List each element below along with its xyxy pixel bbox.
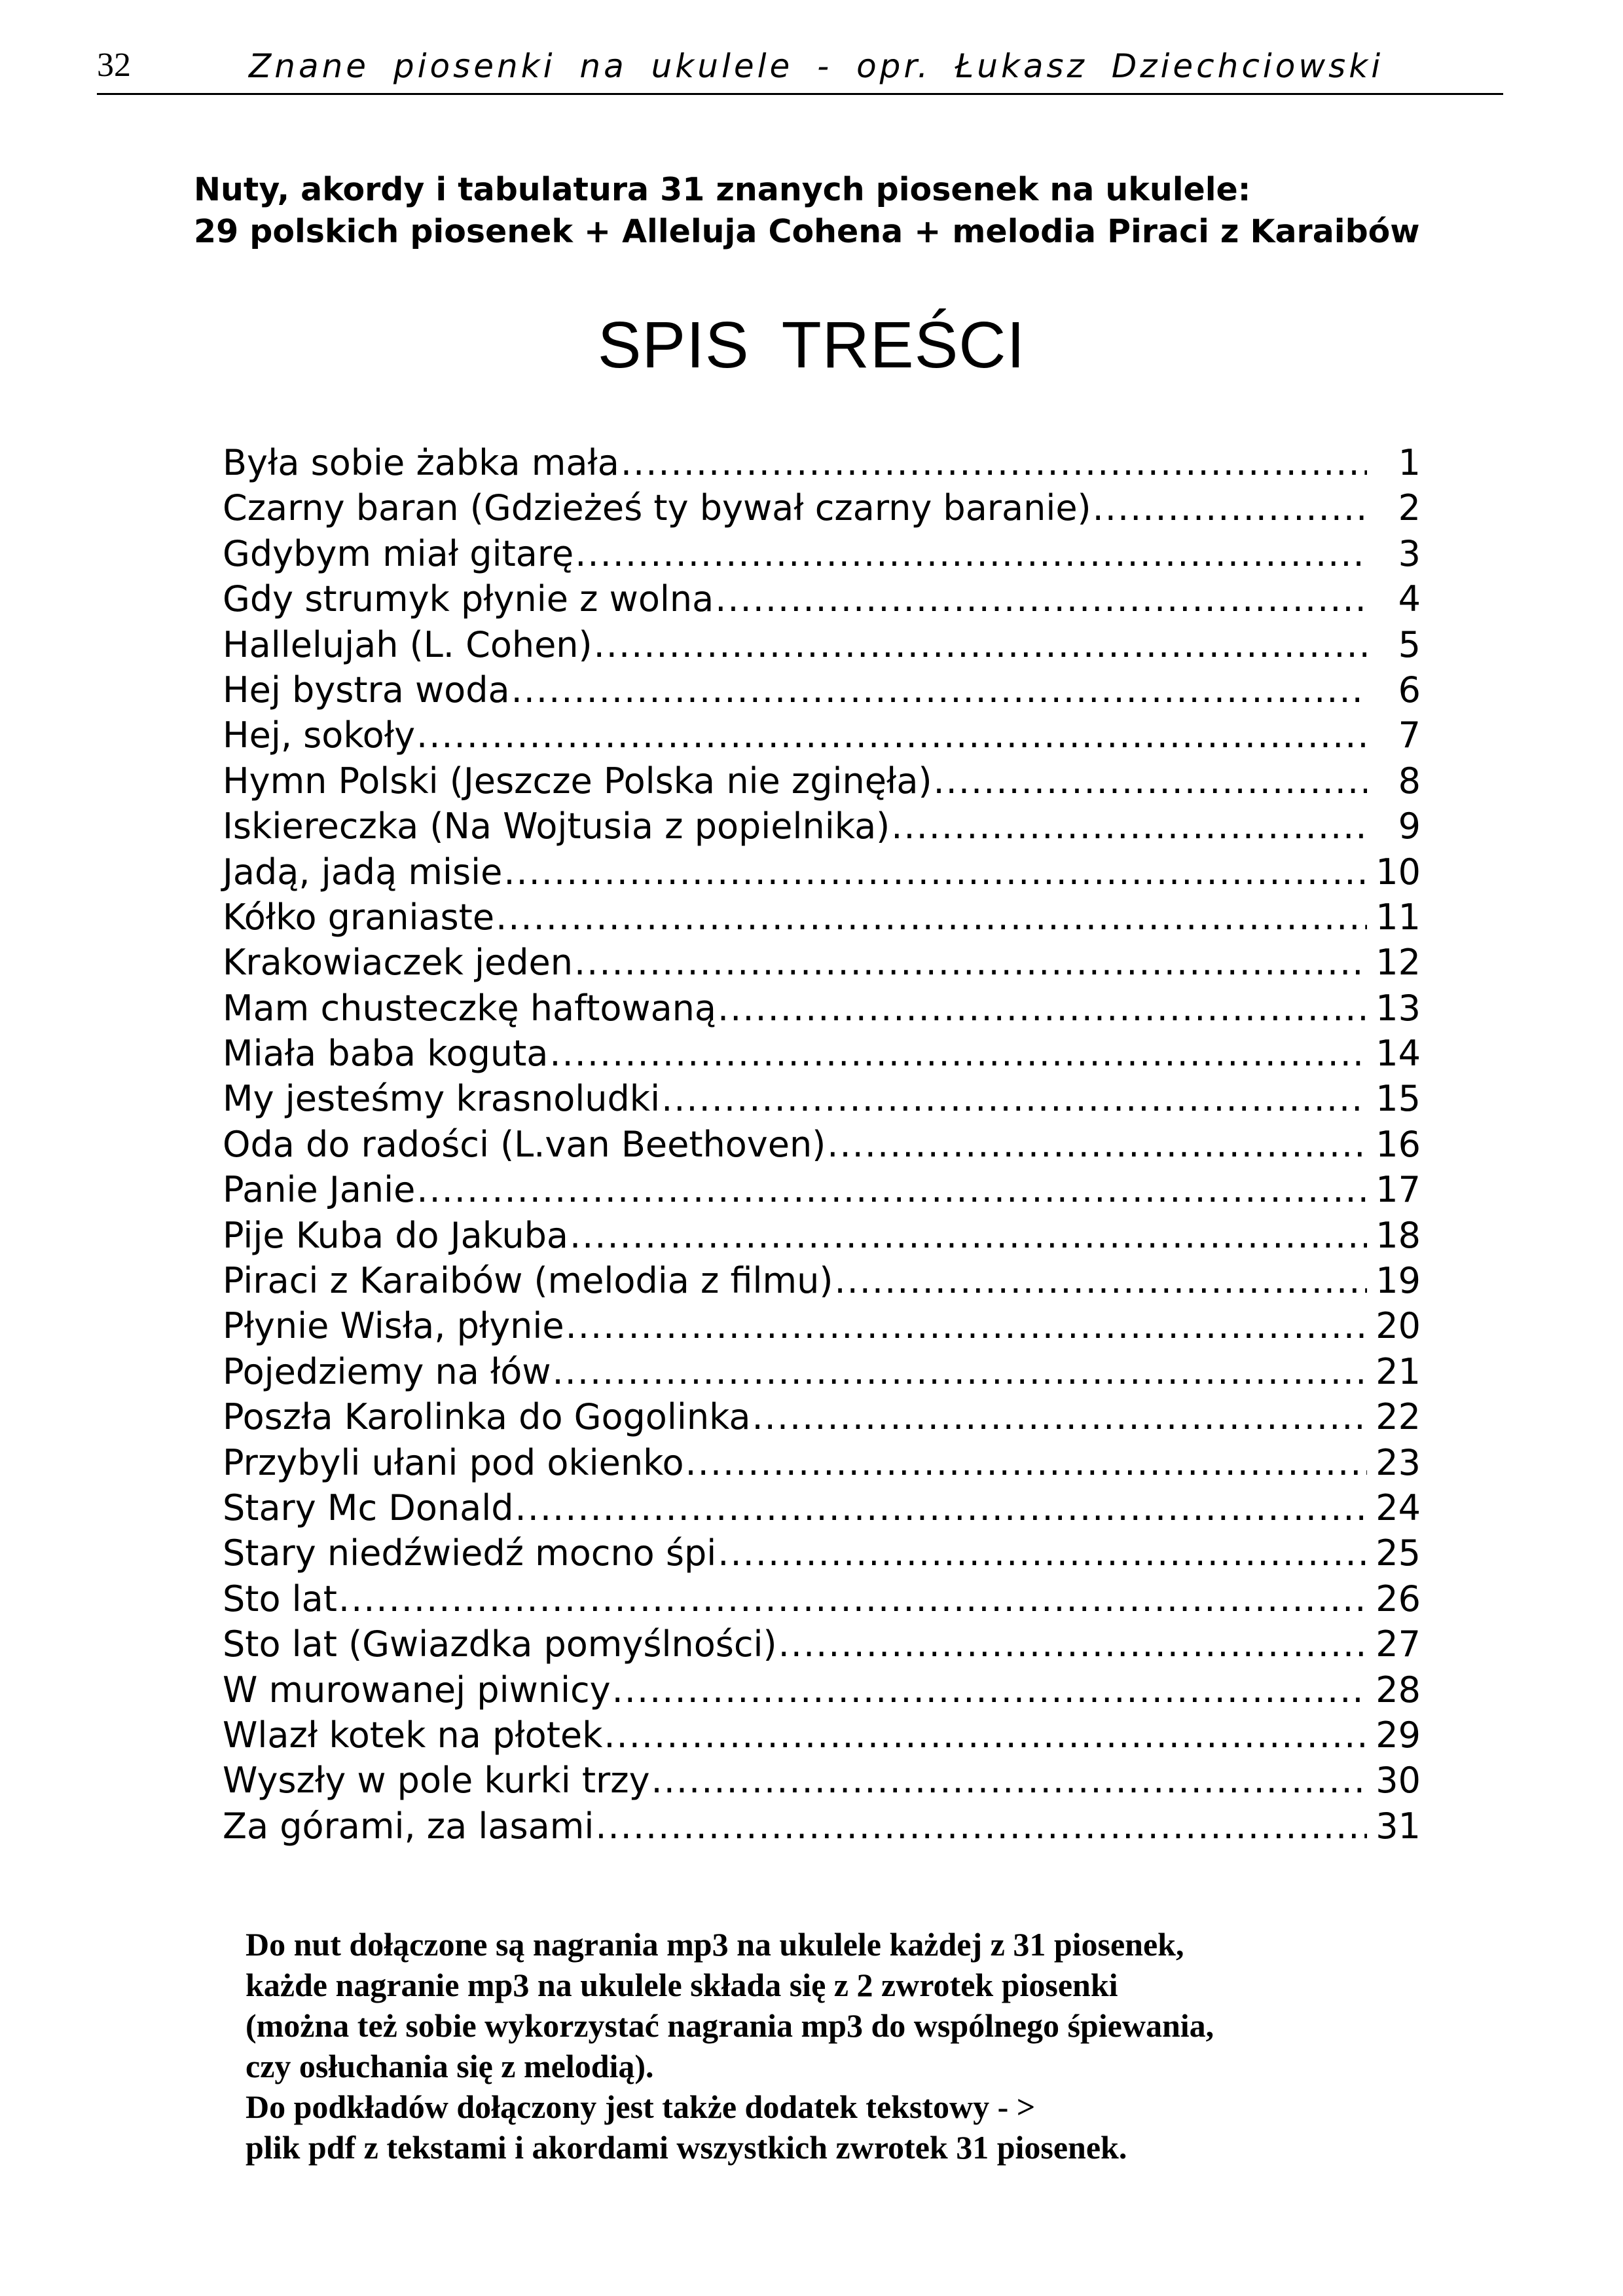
toc-entry-page: 3 <box>1398 532 1421 574</box>
toc-entry <box>223 713 1421 758</box>
toc-entry <box>223 531 1421 576</box>
intro-line: 29 polskich piosenek + Alleluja Cohena + melodia Piraci z Karaibów <box>194 213 1420 250</box>
toc-entry-title: Stary niedźwiedź mocno śpi <box>223 1532 717 1574</box>
toc-dot-leader <box>595 1804 1367 1849</box>
toc-entry <box>223 849 1421 895</box>
toc-dot-leader <box>661 1076 1367 1121</box>
toc-entry-title: Hymn Polski (Jeszcze Polska nie zginęła) <box>223 760 932 802</box>
running-title: Znane piosenki na ukulele - opr. Łukasz Dziechciowski <box>249 47 1384 85</box>
toc-entry-title: Krakowiaczek jeden <box>223 942 573 984</box>
toc-title: SPIS TREŚCI <box>597 308 1026 382</box>
note-line: czy osłuchania się z melodią). <box>246 2048 654 2084</box>
toc-entry-page: 8 <box>1398 760 1421 802</box>
note-line: Do podkładów dołączony jest także dodatek tekstowy - > <box>246 2088 1036 2125</box>
toc-entry <box>223 1258 1421 1303</box>
note-line: (można też sobie wykorzystać nagrania mp3 do wspólnego śpiewania, <box>246 2007 1214 2044</box>
toc-entry-title: Jadą, jadą misie <box>223 851 503 893</box>
toc-dot-leader <box>1093 485 1367 530</box>
toc-entry-page: 2 <box>1398 487 1421 529</box>
toc-entry-title: Płynie Wisła, płynie <box>223 1305 564 1347</box>
toc-entry-page: 18 <box>1376 1214 1421 1256</box>
intro-heading <box>194 169 1420 253</box>
toc-entry <box>223 804 1421 849</box>
toc-entry-title: Panie Janie <box>223 1169 416 1211</box>
toc-dot-leader <box>570 1213 1367 1258</box>
toc-entry <box>223 986 1421 1031</box>
toc-dot-leader <box>511 667 1367 713</box>
toc-dot-leader <box>651 1758 1367 1803</box>
toc-entry <box>223 1076 1421 1121</box>
toc-entry-page: 21 <box>1376 1350 1421 1392</box>
toc-entry-page: 10 <box>1376 851 1421 893</box>
toc-entry-page: 25 <box>1376 1532 1421 1574</box>
toc-entry <box>223 667 1421 713</box>
note-line: Do nut dołączone są nagrania mp3 na ukulele każdej z 31 piosenek, <box>246 1926 1184 1963</box>
toc-dot-leader <box>718 986 1367 1031</box>
toc-dot-leader <box>752 1394 1368 1439</box>
toc-entry-page: 16 <box>1376 1123 1421 1165</box>
toc-entry-title: Pojedziemy na łów <box>223 1350 551 1392</box>
toc-entry-title: Hallelujah (L. Cohen) <box>223 623 593 665</box>
toc-entry-title: Stary Mc Donald <box>223 1487 514 1528</box>
toc-dot-leader <box>718 1530 1367 1576</box>
toc-entry-title: Gdybym miał gitarę <box>223 532 574 574</box>
toc-entry-page: 27 <box>1376 1623 1421 1665</box>
toc-entry-title: Wyszły w pole kurki trzy <box>223 1760 650 1802</box>
toc-entry <box>223 1213 1421 1258</box>
toc-entry <box>223 622 1421 667</box>
toc-entry-page: 14 <box>1376 1033 1421 1075</box>
toc-dot-leader <box>574 940 1367 985</box>
toc-entry-title: Za górami, za lasami <box>223 1805 594 1847</box>
toc-dot-leader <box>553 1349 1367 1394</box>
toc-entry-page: 6 <box>1398 669 1421 711</box>
toc-entry <box>223 1440 1421 1485</box>
toc-dot-leader <box>338 1576 1367 1621</box>
toc-entry-page: 15 <box>1376 1078 1421 1120</box>
toc-entry <box>223 1530 1421 1576</box>
toc-entry <box>223 1349 1421 1394</box>
toc-entry-page: 12 <box>1376 942 1421 984</box>
toc-dot-leader <box>515 1485 1367 1530</box>
toc-entry-page: 7 <box>1398 714 1421 756</box>
toc-entry <box>223 895 1421 940</box>
toc-entry <box>223 1758 1421 1803</box>
toc-entry-title: Sto lat (Gwiazdka pomyślności) <box>223 1623 777 1665</box>
toc-entry-page: 24 <box>1376 1487 1421 1528</box>
toc-entry-title: Hej bystra woda <box>223 669 510 711</box>
toc-entry-page: 1 <box>1398 442 1421 483</box>
note-line: każde nagranie mp3 na ukulele składa się z 2 zwrotek piosenki <box>246 1967 1118 2003</box>
toc-entry-title: Kółko graniaste <box>223 896 495 938</box>
toc-entry <box>223 1713 1421 1758</box>
toc-entry-title: My jesteśmy krasnoludki <box>223 1078 661 1120</box>
toc-entry-title: Hej, sokoły <box>223 714 416 756</box>
page-number: 32 <box>97 46 131 84</box>
toc-entry-page: 9 <box>1398 805 1421 847</box>
toc-dot-leader <box>827 1122 1367 1167</box>
toc-entry-page: 20 <box>1376 1305 1421 1347</box>
toc-entry <box>223 1303 1421 1348</box>
toc-entry-page: 11 <box>1376 896 1421 938</box>
toc-entry <box>223 1621 1421 1667</box>
toc-entry-page: 30 <box>1376 1760 1421 1802</box>
toc-entry-page: 23 <box>1376 1441 1421 1483</box>
toc-entry <box>223 1031 1421 1076</box>
toc-dot-leader <box>604 1713 1367 1758</box>
toc-entry-title: Pije Kuba do Jakuba <box>223 1214 568 1256</box>
toc-dot-leader <box>503 849 1367 895</box>
toc-dot-leader <box>834 1258 1367 1303</box>
toc-entry-page: 5 <box>1398 623 1421 665</box>
page-header <box>97 41 1503 95</box>
toc-dot-leader <box>594 622 1367 667</box>
toc-entry-title: Iskiereczka (Na Wojtusia z popielnika) <box>223 805 890 847</box>
toc-entry-title: W murowanej piwnicy <box>223 1669 611 1711</box>
toc-entry <box>223 440 1421 485</box>
toc-entry <box>223 940 1421 985</box>
toc-entry-page: 19 <box>1376 1260 1421 1302</box>
note-line: plik pdf z tekstami i akordami wszystkich zwrotek 31 piosenek. <box>246 2129 1127 2166</box>
toc-dot-leader <box>416 1167 1367 1212</box>
toc-entry-title: Mam chusteczkę haftowaną <box>223 987 716 1029</box>
toc-entry-page: 4 <box>1398 578 1421 620</box>
toc-dot-leader <box>496 895 1367 940</box>
toc-entry-page: 17 <box>1376 1169 1421 1211</box>
toc-entry-page: 26 <box>1376 1578 1421 1620</box>
toc-entry <box>223 485 1421 530</box>
toc-dot-leader <box>934 758 1367 804</box>
toc-entry-title: Sto lat <box>223 1578 337 1620</box>
toc-entry-title: Gdy strumyk płynie z wolna <box>223 578 714 620</box>
toc-entry-page: 28 <box>1376 1669 1421 1711</box>
toc-dot-leader <box>549 1031 1367 1076</box>
toc-entry-title: Poszła Karolinka do Gogolinka <box>223 1396 751 1438</box>
toc-entry-title: Czarny baran (Gdzieżeś ty bywał czarny baranie) <box>223 487 1091 529</box>
toc-entry <box>223 576 1421 621</box>
toc-entry <box>223 1394 1421 1439</box>
toc-dot-leader <box>715 576 1367 621</box>
toc-entry <box>223 1804 1421 1849</box>
intro-line: Nuty, akordy i tabulatura 31 znanych piosenek na ukulele: <box>194 171 1251 208</box>
toc-dot-leader <box>621 440 1367 485</box>
toc-entry-title: Wlazł kotek na płotek <box>223 1714 603 1756</box>
toc-entry-title: Była sobie żabka mała <box>223 442 619 483</box>
toc-entry <box>223 1667 1421 1713</box>
recordings-note <box>246 1924 1214 2168</box>
toc-entry <box>223 1485 1421 1530</box>
toc-entry-title: Piraci z Karaibów (melodia z filmu) <box>223 1260 833 1302</box>
toc-dot-leader <box>891 804 1367 849</box>
toc-entry-page: 31 <box>1376 1805 1421 1847</box>
toc-dot-leader <box>685 1440 1367 1485</box>
toc-dot-leader <box>612 1667 1367 1713</box>
toc-dot-leader <box>566 1303 1367 1348</box>
toc-entry-title: Przybyli ułani pod okienko <box>223 1441 684 1483</box>
toc-entry <box>223 1576 1421 1621</box>
toc-entry <box>223 1122 1421 1167</box>
toc-entry-page: 13 <box>1376 987 1421 1029</box>
toc-entry <box>223 1167 1421 1212</box>
toc-dot-leader <box>416 713 1367 758</box>
toc-entry-page: 29 <box>1376 1714 1421 1756</box>
table-of-contents <box>223 440 1421 1849</box>
toc-entry <box>223 758 1421 804</box>
toc-entry-title: Miała baba koguta <box>223 1033 549 1075</box>
toc-dot-leader <box>575 531 1367 576</box>
toc-dot-leader <box>778 1621 1367 1667</box>
toc-entry-page: 22 <box>1376 1396 1421 1438</box>
toc-entry-title: Oda do radości (L.van Beethoven) <box>223 1123 826 1165</box>
